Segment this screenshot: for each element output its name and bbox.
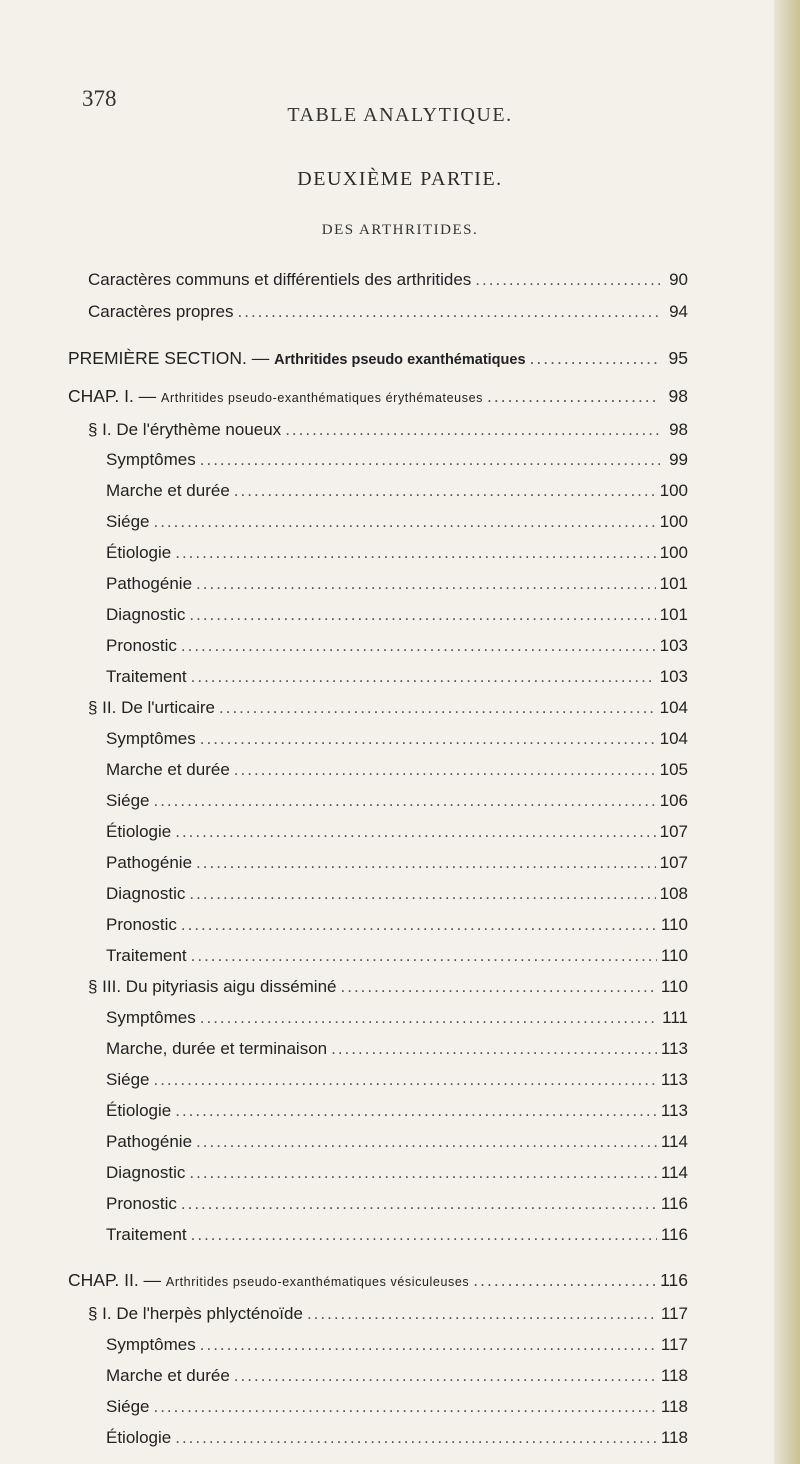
toc-entry [106,481,688,503]
toc-entry [106,853,688,875]
toc-entry-page: 107 [659,853,688,872]
dot-leader [196,1132,657,1152]
dot-leader [189,605,655,625]
toc-entry [106,450,688,472]
toc-entry-label: Pathogénie [106,574,193,593]
toc-entry-label: Siége [106,1070,150,1089]
toc-entry-page: 100 [659,481,688,500]
dot-leader [153,1397,656,1417]
toc-entry-page: 103 [659,636,688,655]
chapter-heading-title: Arthritides pseudo-exanthématiques vésiculeuses [165,1275,470,1289]
dot-leader [530,348,660,369]
toc-entry-page: 98 [668,386,688,406]
toc-entry-label: Siége [106,791,150,810]
toc-entry-page: 118 [660,1428,688,1447]
toc-entry-label: Marche et durée [106,760,230,779]
toc-entry [106,884,688,906]
dot-leader [175,1101,657,1121]
toc-entry-page: 110 [660,977,688,996]
chapter-heading-title: Arthritides pseudo-exanthématiques érythémateuses [161,391,483,405]
dot-leader [200,450,660,470]
toc-entry-label: § I. De l'herpès phlycténoïde [88,1304,303,1323]
dot-leader [189,1163,657,1183]
toc-entry-label: Étiologie [106,543,172,562]
toc-entry-page: 117 [660,1304,688,1323]
toc-entry-page: 98 [669,420,688,439]
subsection-entry [88,698,688,720]
dot-leader [200,729,656,749]
toc-entry [106,915,688,937]
subsection-entry [88,977,688,999]
toc-entry-page: 117 [660,1335,688,1354]
dot-leader [153,791,655,811]
toc-entry-label: Marche, durée et terminaison [106,1039,328,1058]
toc-entry [106,1194,688,1216]
page-edge [774,0,800,1464]
toc-entry [106,512,688,534]
toc-entry-label: Pathogénie [106,1132,193,1151]
dot-leader [487,386,660,407]
toc-entry [106,1335,688,1357]
toc-entry [106,822,688,844]
dot-leader [175,822,655,842]
toc-entry [106,946,688,968]
toc-entry-page: 99 [669,450,688,469]
toc-entry-label: Diagnostic [106,1163,186,1182]
toc-entry-label: Siége [106,512,150,531]
dot-leader [189,884,655,904]
toc-entry-page: 118 [660,1366,688,1385]
toc-entry-label: Symptômes [106,1008,196,1027]
toc-entry [106,1366,688,1388]
toc-entry [106,1008,688,1030]
chapter-heading [68,386,688,408]
dot-leader [153,512,655,532]
dot-leader [175,1428,657,1448]
toc-entry [106,729,688,751]
toc-entry-label: Symptômes [106,450,196,469]
toc-entry-page: 101 [659,574,688,593]
toc-entry-label: Pronostic [106,915,177,934]
toc-entry-label: Diagnostic [106,605,186,624]
dot-leader [473,1270,656,1291]
dot-leader [200,1335,657,1355]
toc-entry [106,1132,688,1154]
toc-entry-label: Étiologie [106,822,172,841]
toc-entry-label: Étiologie [106,1101,172,1120]
toc-entry [106,543,688,565]
dot-leader [234,481,656,501]
toc-entry-label: § III. Du pityriasis aigu disséminé [88,977,337,996]
toc-entry-label: Marche et durée [106,481,230,500]
toc-entry-page: 110 [660,915,688,934]
toc-entry [106,1101,688,1123]
dot-leader [181,636,656,656]
running-head: TABLE ANALYTIQUE. [287,104,513,126]
toc-entry-label: § I. De l'érythème noueux [88,420,282,439]
page-number: 378 [82,86,117,111]
toc-entry-label: Siége [106,1397,150,1416]
part-title: DEUXIÈME PARTIE. [297,168,503,190]
toc-entry-label: Diagnostic [106,884,186,903]
toc-entry-page: 113 [660,1101,688,1120]
toc-entry [106,1163,688,1185]
toc-entry-page: 95 [668,348,688,368]
part-subtitle: DES ARTHRITIDES. [321,222,479,238]
toc-entry-label: Symptômes [106,729,196,748]
dot-leader [331,1039,657,1059]
dot-leader [234,760,656,780]
dot-leader [234,1366,657,1386]
chapter-heading [68,1270,688,1292]
toc-entry [106,1225,688,1247]
subsection-entry [88,1304,688,1326]
toc-entry-page: 100 [659,512,688,531]
chapter-heading-prefix: CHAP. II. — [68,1270,166,1290]
dot-leader [191,667,656,687]
toc-entry [106,1039,688,1061]
dot-leader [181,1194,657,1214]
toc-entry-label: § II. De l'urticaire [88,698,216,717]
toc-entry-label: Traitement [106,667,187,686]
toc-entry-page: 116 [660,1194,688,1213]
dot-leader [191,1225,657,1245]
toc-entry [88,302,688,324]
toc-entry-label: Marche et durée [106,1366,230,1385]
toc-entry-label: Pathogénie [106,853,193,872]
toc-entry [106,636,688,658]
toc-entry-page: 90 [669,270,688,289]
dot-leader [307,1304,657,1324]
toc-entry [88,270,688,292]
toc-entry [106,1428,688,1450]
toc-entry-label: Pronostic [106,1194,177,1213]
section-heading-prefix: PREMIÈRE SECTION. — [68,348,275,368]
dot-leader [196,853,656,873]
toc-entry [106,667,688,689]
toc-entry-page: 111 [662,1008,688,1027]
toc-entry-label: Caractères communs et différentiels des arthritides [88,270,472,289]
dot-leader [238,302,660,322]
toc-entry-label: Symptômes [106,1335,196,1354]
dot-leader [219,698,656,718]
toc-entry-page: 104 [659,729,688,748]
dot-leader [341,977,657,997]
dot-leader [200,1008,658,1028]
section-heading [68,348,688,370]
toc-entry-page: 114 [660,1132,688,1151]
toc-entry-page: 100 [659,543,688,562]
dot-leader [191,946,657,966]
dot-leader [475,270,660,290]
toc-entry-label: Traitement [106,946,187,965]
toc-entry-page: 118 [660,1397,688,1416]
toc-entry-page: 116 [660,1225,688,1244]
dot-leader [153,1070,656,1090]
toc-entry [106,791,688,813]
toc-entry [106,760,688,782]
toc-entry-page: 110 [660,946,688,965]
dot-leader [285,420,660,440]
toc-entry-label: Pronostic [106,636,177,655]
toc-entry-label: Étiologie [106,1428,172,1447]
toc-entry-page: 103 [659,667,688,686]
toc-entry-page: 114 [660,1163,688,1182]
toc-entry [106,1070,688,1092]
section-heading-title: Arthritides pseudo exanthématiques [274,352,526,368]
subsection-entry [88,420,688,442]
toc-entry-page: 108 [659,884,688,903]
toc-entry-page: 94 [669,302,688,321]
toc-entry-page: 113 [660,1070,688,1089]
dot-leader [175,543,655,563]
toc-entry [106,605,688,627]
dot-leader [181,915,657,935]
toc-entry-page: 107 [659,822,688,841]
toc-entry [106,574,688,596]
toc-entry-page: 116 [660,1270,688,1290]
toc-entry-label: Traitement [106,1225,187,1244]
toc-entry-label: Caractères propres [88,302,234,321]
chapter-heading-prefix: CHAP. I. — [68,386,162,406]
toc-entry-page: 101 [659,605,688,624]
toc-entry-page: 113 [660,1039,688,1058]
toc-entry-page: 105 [659,760,688,779]
toc-entry-page: 106 [659,791,688,810]
toc-entry-page: 104 [659,698,688,717]
dot-leader [196,574,656,594]
toc-entry [106,1397,688,1419]
